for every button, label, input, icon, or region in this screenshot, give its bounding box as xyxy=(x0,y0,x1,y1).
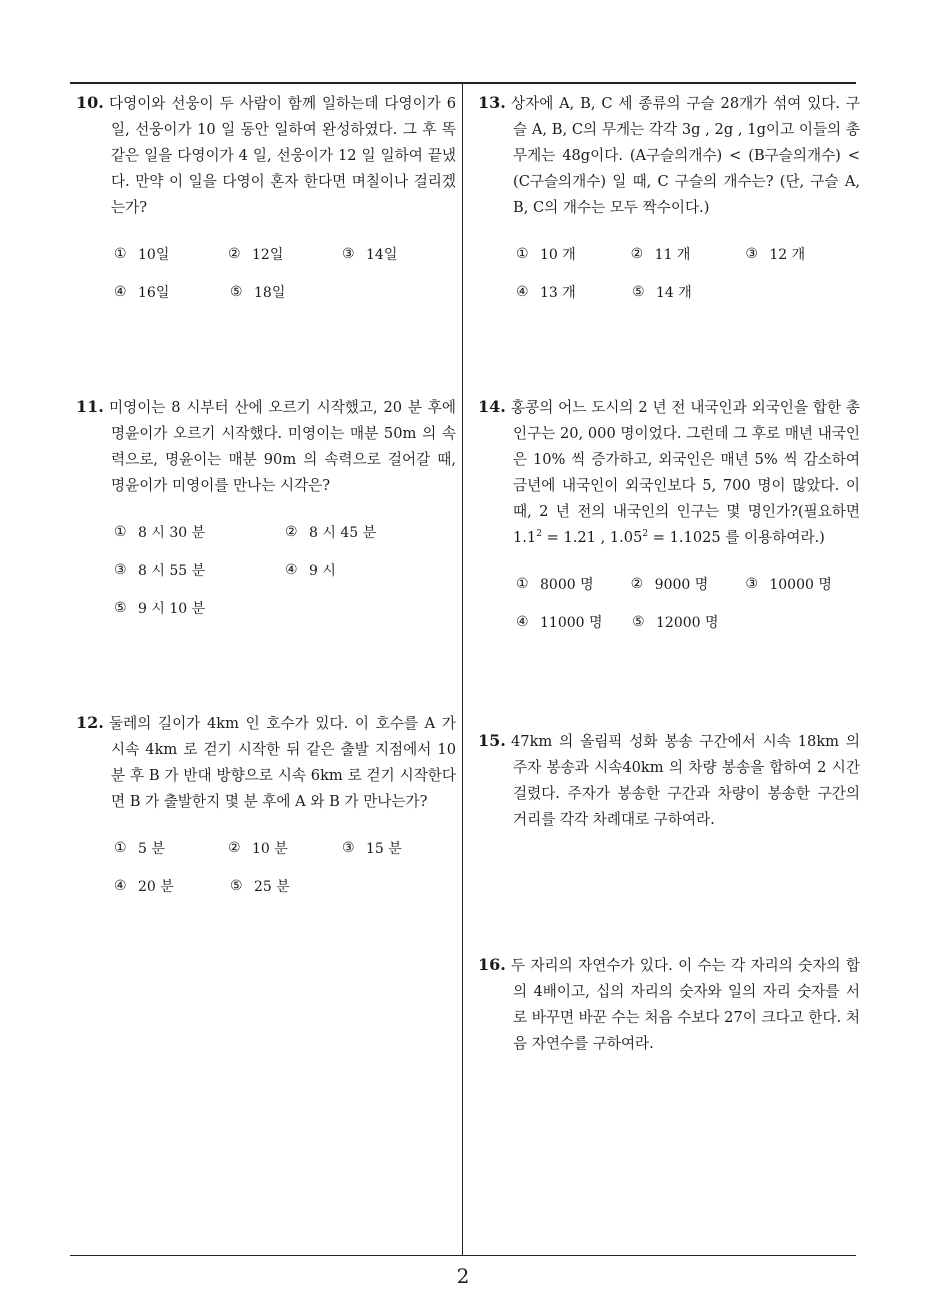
problem-12 xyxy=(76,710,456,905)
question-number: 10. xyxy=(76,93,104,112)
bottom-rule xyxy=(70,1255,856,1256)
question-body: 상자에 A, B, C 세 종류의 구슬 28개가 섞여 있다. 구슬 A, B, C의 무게는 각각 3g , 2g , 1g이고 이들의 총 무게는 48g이다. (A구슬의개수) < (B구슬의개수) < (C구슬의개수) 일 때, C 구슬의 개수는? (단, 구슬 A, B, C의 개수는 모두 짝수이다.) xyxy=(511,95,860,216)
question-number: 15. xyxy=(478,731,506,750)
choice-4[interactable]: ④ 16일 xyxy=(114,284,170,301)
choice-2[interactable]: ② 10 분 xyxy=(228,840,288,857)
question-number: 13. xyxy=(478,93,506,112)
problem-16 xyxy=(478,952,860,1057)
choice-1[interactable]: ① 5 분 xyxy=(114,840,165,857)
question-text xyxy=(478,90,860,221)
question-text xyxy=(76,90,456,221)
choice-2[interactable]: ② 12일 xyxy=(228,246,284,263)
choice-5[interactable]: ⑤ 12000 명 xyxy=(632,614,719,631)
answer-choices xyxy=(76,513,456,627)
choice-5[interactable]: ⑤ 9 시 10 분 xyxy=(114,600,206,617)
question-number: 16. xyxy=(478,955,506,974)
question-body: 홍콩의 어느 도시의 2 년 전 내국인과 외국인을 합한 총 인구는 20, 000 명이었다. 그런데 그 후로 매년 내국인은 10% 씩 증가하고, 외국인은 매년 5% 씩 감소하여 금년에 내국인이 외국인보다 5, 700 명이 많았다. 이 때, 2 년 전의 내국인의 인구는 몇 명인가?(필요하면 xyxy=(511,399,860,520)
choice-3[interactable]: ③ 12 개 xyxy=(745,246,806,263)
page-number: 2 xyxy=(456,1264,470,1288)
choice-1[interactable]: ① 10일 xyxy=(114,246,170,263)
choice-5[interactable]: ⑤ 25 분 xyxy=(230,878,290,895)
choice-3[interactable]: ③ 8 시 55 분 xyxy=(114,562,206,579)
answer-choices xyxy=(478,565,860,641)
question-text xyxy=(478,952,860,1057)
question-text xyxy=(76,394,456,499)
question-text xyxy=(478,728,860,833)
choice-2[interactable]: ② 11 개 xyxy=(630,246,691,263)
top-rule xyxy=(70,82,856,84)
choice-2[interactable]: ② 9000 명 xyxy=(630,576,709,593)
answer-choices xyxy=(76,235,456,311)
choice-3[interactable]: ③ 10000 명 xyxy=(745,576,832,593)
question-body: 47km 의 올림픽 성화 봉송 구간에서 시속 18km 의 주자 봉송과 시속40km 의 차량 봉송을 합하여 2 시간 걸렸다. 주자가 봉송한 구간과 차량이 봉송한 구간의 거리를 각각 차례대로 구하여라. xyxy=(511,733,860,828)
choice-5[interactable]: ⑤ 14 개 xyxy=(632,284,692,301)
choice-4[interactable]: ④ 20 분 xyxy=(114,878,174,895)
choice-5[interactable]: ⑤ 18일 xyxy=(230,284,286,301)
answer-choices xyxy=(478,235,860,311)
choice-2[interactable]: ② 8 시 45 분 xyxy=(285,524,377,541)
problem-15 xyxy=(478,728,860,833)
question-number: 12. xyxy=(76,713,104,732)
choice-3[interactable]: ③ 15 분 xyxy=(342,840,402,857)
question-body: 미영이는 8 시부터 산에 오르기 시작했고, 20 분 후에 명윤이가 오르기 시작했다. 미영이는 매분 50m 의 속력으로, 명윤이는 매분 90m 의 속력으로 걸어갈 때, 명윤이가 미영이를 만나는 시각은? xyxy=(109,399,456,494)
problem-13 xyxy=(478,90,860,311)
answer-choices xyxy=(76,829,456,905)
question-number: 14. xyxy=(478,397,506,416)
choice-1[interactable]: ① 8000 명 xyxy=(516,576,594,593)
problem-14 xyxy=(478,394,860,641)
question-body: 다영이와 선웅이 두 사람이 함께 일하는데 다영이가 6 일, 선웅이가 10 일 동안 일하여 완성하였다. 그 후 똑같은 일을 다영이가 4 일, 선웅이가 12 일 일하여 끝냈다. 만약 이 일을 다영이 혼자 한다면 며칠이나 걸리겠는가? xyxy=(109,95,456,216)
column-divider xyxy=(462,82,463,1255)
problem-10 xyxy=(76,90,456,311)
choice-4[interactable]: ④ 11000 명 xyxy=(516,614,603,631)
choice-1[interactable]: ① 8 시 30 분 xyxy=(114,524,206,541)
question-body: 두 자리의 자연수가 있다. 이 수는 각 자리의 숫자의 합의 4배이고, 십의 자리의 숫자와 일의 자리 숫자를 서로 바꾸면 바꾼 수는 처음 수보다 27이 크다고 한다. 처음 자연수를 구하여라. xyxy=(511,957,860,1052)
choice-1[interactable]: ① 10 개 xyxy=(516,246,576,263)
question-text xyxy=(76,710,456,815)
choice-3[interactable]: ③ 14일 xyxy=(342,246,398,263)
choice-4[interactable]: ④ 13 개 xyxy=(516,284,576,301)
choice-4[interactable]: ④ 9 시 xyxy=(285,562,336,579)
formula: $1.1^2 = 1.21$ , $1.05^2 = 1.1025$ 를 이용하여라.) xyxy=(513,529,825,546)
question-body: 둘레의 길이가 4km 인 호수가 있다. 이 호수를 A 가 시속 4km 로 걷기 시작한 뒤 같은 출발 지점에서 10 분 후 B 가 반대 방향으로 시속 6km 로 걷기 시작한다면 B 가 출발한지 몇 분 후에 A 와 B 가 만나는가? xyxy=(109,715,456,810)
problem-11 xyxy=(76,394,456,627)
question-text xyxy=(478,394,860,551)
question-number: 11. xyxy=(76,397,104,416)
